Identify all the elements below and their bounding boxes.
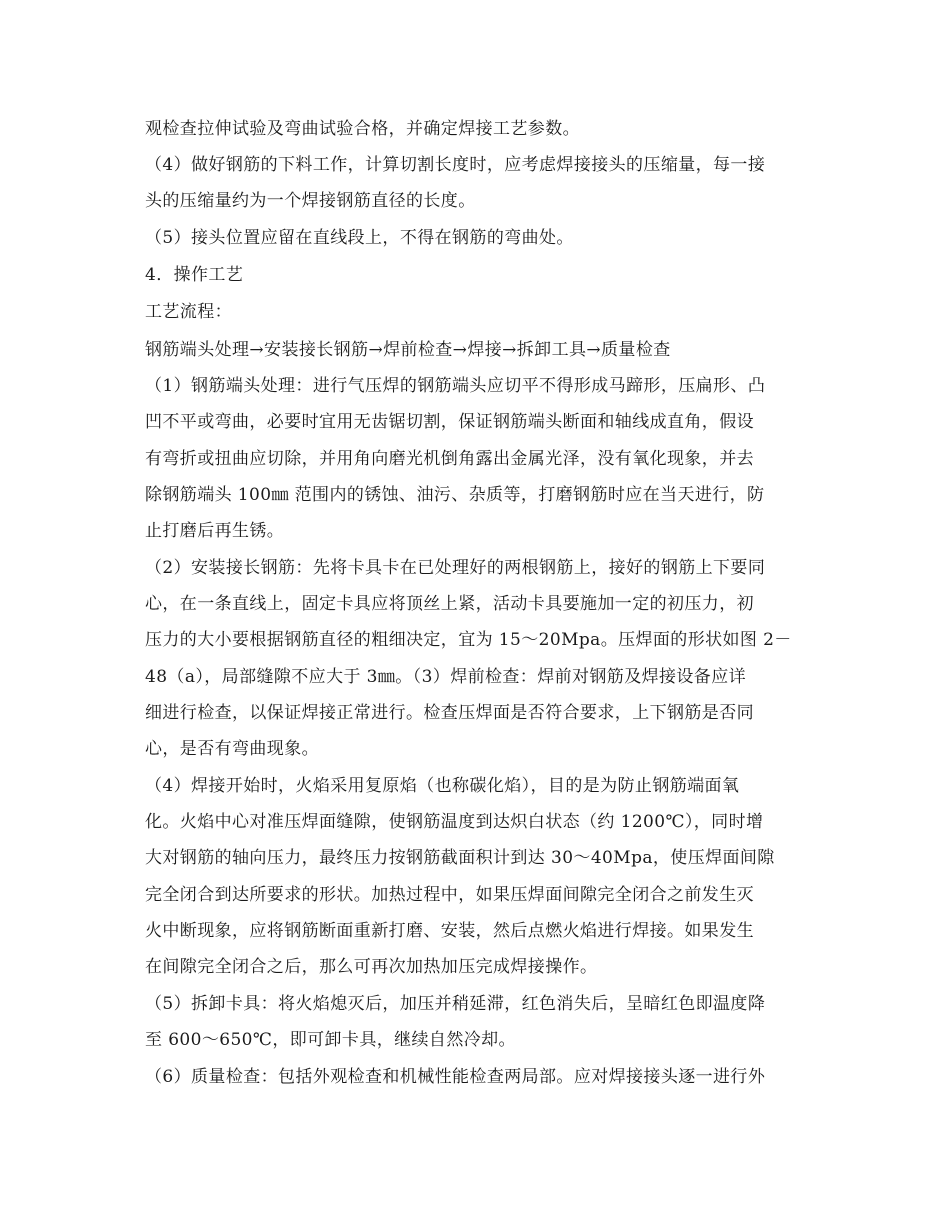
text-line: 在间隙完全闭合之后，那么可再次加热加压完成焊接操作。 <box>145 957 598 977</box>
text-line: 凹不平或弯曲，必要时宜用无齿锯切割，保证钢筋端头断面和轴线成直角，假设 <box>145 412 754 432</box>
text-line: 至 600～650℃，即可卸卡具，继续自然冷却。 <box>145 1030 516 1050</box>
text-line: （6）质量检查：包括外观检查和机械性能检查两局部。应对焊接接头逐一进行外 <box>145 1067 766 1087</box>
text-line: （2）安装接长钢筋：先将卡具卡在已处理好的两根钢筋上，接好的钢筋上下要同 <box>145 558 766 578</box>
text-line: 火中断现象，应将钢筋断面重新打磨、安装，然后点燃火焰进行焊接。如果发生 <box>145 921 754 941</box>
text-line: （4）焊接开始时，火焰采用复原焰（也称碳化焰），目的是为防止钢筋端面氧 <box>145 776 740 796</box>
text-line: 心，是否有弯曲现象。 <box>145 739 319 759</box>
text-line: 完全闭合到达所要求的形状。加热过程中，如果压焊面间隙完全闭合之前发生灭 <box>145 885 754 905</box>
process-flow-line: 钢筋端头处理→安装接长钢筋→焊前检查→焊接→拆卸工具→质量检查 <box>145 340 671 360</box>
section-heading: 4．操作工艺 <box>145 265 244 285</box>
text-line: 压力的大小要根据钢筋直径的粗细决定，宜为 15～20Mpa。压焊面的形状如图 2－ <box>145 630 792 650</box>
text-line: 除钢筋端头 100㎜ 范围内的锈蚀、油污、杂质等，打磨钢筋时应在当天进行，防 <box>145 485 765 505</box>
text-line: 细进行检查，以保证焊接正常进行。检查压焊面是否符合要求，上下钢筋是否同 <box>145 703 754 723</box>
text-line: 大对钢筋的轴向压力，最终压力按钢筋截面积计到达 30～40Mpa，使压焊面间隙 <box>145 848 775 868</box>
text-line: 化。火焰中心对准压焊面缝隙，使钢筋温度到达炽白状态（约 1200℃），同时增 <box>145 812 764 832</box>
text-line: （1）钢筋端头处理：进行气压焊的钢筋端头应切平不得形成马蹄形，压扁形、凸 <box>145 376 766 396</box>
text-line: 头的压缩量约为一个焊接钢筋直径的长度。 <box>145 191 476 211</box>
text-line: （5）拆卸卡具：将火焰熄灭后，加压并稍延滞，红色消失后，呈暗红色即温度降 <box>145 994 766 1014</box>
text-line: 心，在一条直线上，固定卡具应将顶丝上紧，活动卡具要施加一定的初压力，初 <box>145 594 754 614</box>
text-line: （5）接头位置应留在直线段上，不得在钢筋的弯曲处。 <box>145 228 574 248</box>
text-line: 观检查拉伸试验及弯曲试验合格，并确定焊接工艺参数。 <box>145 119 580 139</box>
text-line: 48（a），局部缝隙不应大于 3㎜。（3）焊前检查：焊前对钢筋及焊接设备应详 <box>145 667 747 687</box>
text-line: （4）做好钢筋的下料工作，计算切割长度时，应考虑焊接接头的压缩量，每一接 <box>145 155 766 175</box>
text-line: 有弯折或扭曲应切除，并用角向磨光机倒角露出金属光泽，没有氧化现象，并去 <box>145 449 754 469</box>
text-line: 止打磨后再生锈。 <box>145 521 285 541</box>
text-line: 工艺流程： <box>145 302 232 322</box>
